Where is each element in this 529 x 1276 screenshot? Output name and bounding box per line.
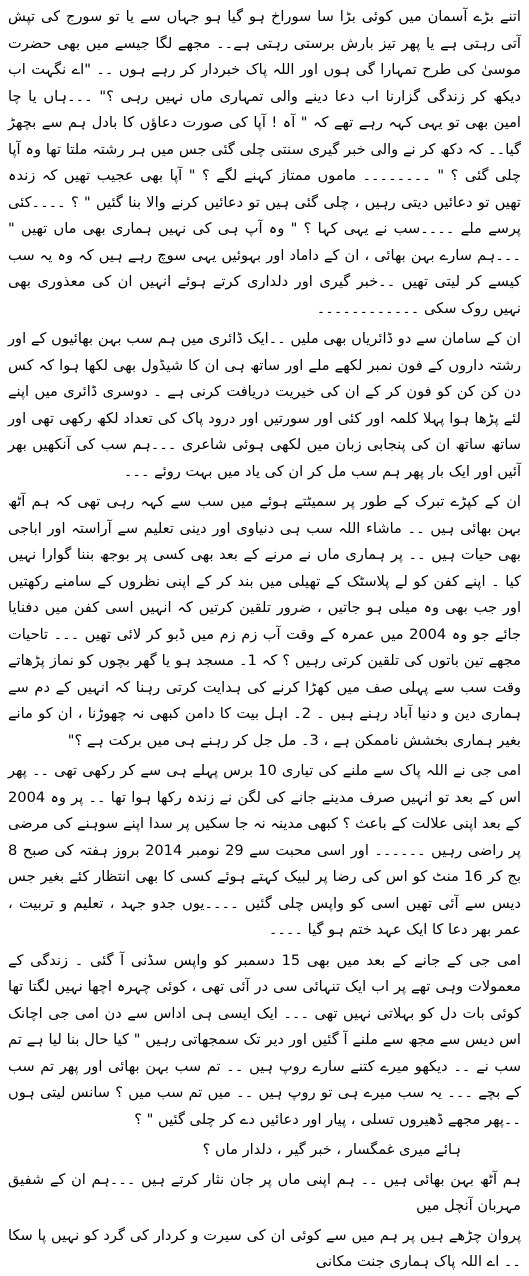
paragraph-2: ان کے سامان سے دو ڈائریاں بھی ملیں ۔۔ایک ڈائری میں ہم سب بہن بھائیوں کے اور رشتہ داروں کے فون نمبر لکھے ملے اور ساتھ ہی ان کا شیڈول بھی لکھا ہوا کہ کس دن کن کن کو فون کر کے ان کی خیریت دریافت کرنی ہے ۔ دوسری ڈائری میں اپنے لئے پڑھا ہوا پہلا کلمہ اور کئی اور سورتیں اور درود پاک کی تعداد لکھ رکھی تھی اور ساتھ ساتھ ان کی پنجابی زبان میں لکھی ہوئی شاعری ۔۔۔ہم سب کی آنکھیں بھر آئیں اور ایک بار پھر ہم سب مل کر ان کی یاد میں بہت روئے ۔۔۔ [8, 330, 521, 480]
paragraph-1: اتنے بڑے آسمان میں کوئی بڑا سا سوراخ ہو گیا ہو جہاں سے یا تو سورج کی تپش آتی رہتی ہے یا پھر تیز بارش برستی رہتی ہے۔۔ مجھے لگا جیسے میں بھی حضرت موسیٰ کی طرح تمہارا گی ہوں اور اللہ پاک خبردار کر رہے ہوں ۔۔ "اے نگہت اب دیکھ کر زندگی گزارنا اب دعا دینے والی تمہاری ماں نہیں رہی ؟" ۔۔۔ہاں یا چا امین بھی تو یہی کہہ رہے تھے کہ " آہ ! آپا کی صورت دعاؤں کا بادل ہم سے بچھڑ گیا۔۔ کہ دکھ کر نے والی خبر گیری سنتی چلی گئی جس میں ہر رشتہ ملتا تھا وہ آپا چلی گئی ؟ " ۔۔۔۔۔۔۔۔ ماموں ممتاز کہنے لگے ؟ " آپا بھی عجیب تھیں کہ زندہ تھیں تو دعائیں دیتی رہیں ، چلی گئی ہیں تو دعائیں کرنے والا بنا گئیں " ؟ ۔۔۔۔کئی پرسے ملے ۔۔۔۔سب نے یہی کہا ؟ " وہ آپ ہی کی نہیں ہماری بھی ماں تھیں " ۔۔۔ہم سارے بہن بھائی ، ان کے داماد اور بہوئیں یہی سوچ رہے ہیں کہ وہ یہ سب کیسے کر لیتی تھیں ۔۔خبر گیری اور دلداری کرتے ہوئے انہیں ان کی معذوری بھی نہیں روک سکی ۔۔۔۔۔۔۔۔۔۔۔۔ [8, 8, 521, 317]
paragraph-4: امی جی نے اللہ پاک سے ملنے کی تیاری 10 برس پہلے ہی سے کر رکھی تھی ۔۔ پھر اس کے بعد تو انہیں صرف مدینے جانے کی لگن نے زندہ رکھا ہوا تھا ۔۔ پر وہ 2004 کے بعد اپنی علالت کے باعث ؟ کبھی مدینہ نہ جا سکیں پر سدا اپنے سوہنے کی مرضی پر راضی رہیں ۔۔۔۔۔۔ اور اسی محبت سے 29 نومبر 2014 بروز ہفتہ کی صبح 8 بج کر 16 منٹ کو اس کی رضا پر لبیک کہتے ہوئے کسی کا بھی انتظار کئے بغیر جس دیس سے آئی تھیں اسی کو واپس چلی گئیں ۔۔۔۔یوں جدو جہد ، تعلیم و تربیت ، عمر بھر دعا کا ایک عہد ختم ہو گیا ۔۔۔۔ [8, 762, 522, 938]
paragraph-5: امی جی کے جانے کے بعد میں بھی 15 دسمبر کو واپس سڈنی آ گئی ۔ زندگی کے معمولات وہی تھے پر اب ایک تنہائی سی در آئی تھی ، کوئی چہرہ اچھا نہیں لگتا تھا کوئی بات دل کو بہلاتی نہیں تھی ۔۔۔ ایک ایسی ہی اداس سے دن امی جی اچانک اس دیس سے مجھ سے ملنے آ گئیں اور دیر تک سمجھاتی رہیں " کیا حال بنا لیا ہے تم سب نے ۔۔ دیکھو میرے کتنے سارے روپ ہیں ۔۔ تم سب بہن بھائی اور پھر تم سب کے بچے ۔۔۔ یہ سب میرے ہی تو روپ ہیں ۔۔ میں تم سب میں ؟ سانس لیتی ہوں ۔۔پھر مجھے ڈھیروں تسلی ، پیار اور دعائیں دے کر چلی گئیں " ؟ [8, 951, 521, 1128]
poem-line-2: ہم آٹھ بہن بھائی ہیں ۔۔ ہم اپنی ماں پر جان نثار کرتے ہیں ۔۔۔ہم ان کے شفیق مہربان آنچل میں [8, 1170, 521, 1214]
paragraph-last: پروان چڑھے ہیں پر ہم میں سے کوئی ان کی سیرت و کردار کی گرد کو نہیں پا سکا ۔۔ اے اللہ پاک ہماری جنت مکانی [8, 1226, 521, 1270]
poem-line-1: ہائے میری غمگسار ، خبر گیر ، دلدار ماں ؟ [202, 1141, 461, 1158]
paragraph-3: ان کے کپڑے تبرک کے طور پر سمیٹتے ہوئے میں سب سے کہہ رہی تھی کہ ہم آٹھ بہن بھائی ہیں ۔۔ ماشاء اللہ سب ہی دنیاوی اور دینی تعلیم سے آراستہ اور اباجی بھی حیات ہیں ۔۔ پر ہماری ماں نے مرنے کے بعد بھی کسی پر بوجھ بننا گوارا نہیں کیا ۔ اپنے کفن کو لے پلاسٹک کے تھیلی میں بند کر کے اپنی نظروں کے سامنے رکھتیں اور جب بھی وہ میلی ہو جاتیں ، ضرور تلقین کرتیں کہ انہیں اسی کفن میں دفنایا جائے جو وہ 2004 میں عمرہ کے وقت آب زم زم میں ڈبو کر لائی تھیں ۔۔۔ تاحیات مجھے تین باتوں کی تلقین کرتی رہیں ؟ کہ 1۔ مسجد ہو یا گھر بچوں کو نماز پڑھاتے وقت سب سے پہلی صف میں کھڑا کرنے کی ہدایت کرتی رہنا کہ انہیں کے دم سے ہماری دین و دنیا آباد رہنے ہیں ۔ 2۔ اہل بیت کا دامن کبھی نہ چھوڑنا ، ان کو مانے بغیر ہماری بخشش ناممکن ہے ، 3۔ مل جل کر رہنے ہی میں برکت ہے ؟" [8, 493, 521, 749]
